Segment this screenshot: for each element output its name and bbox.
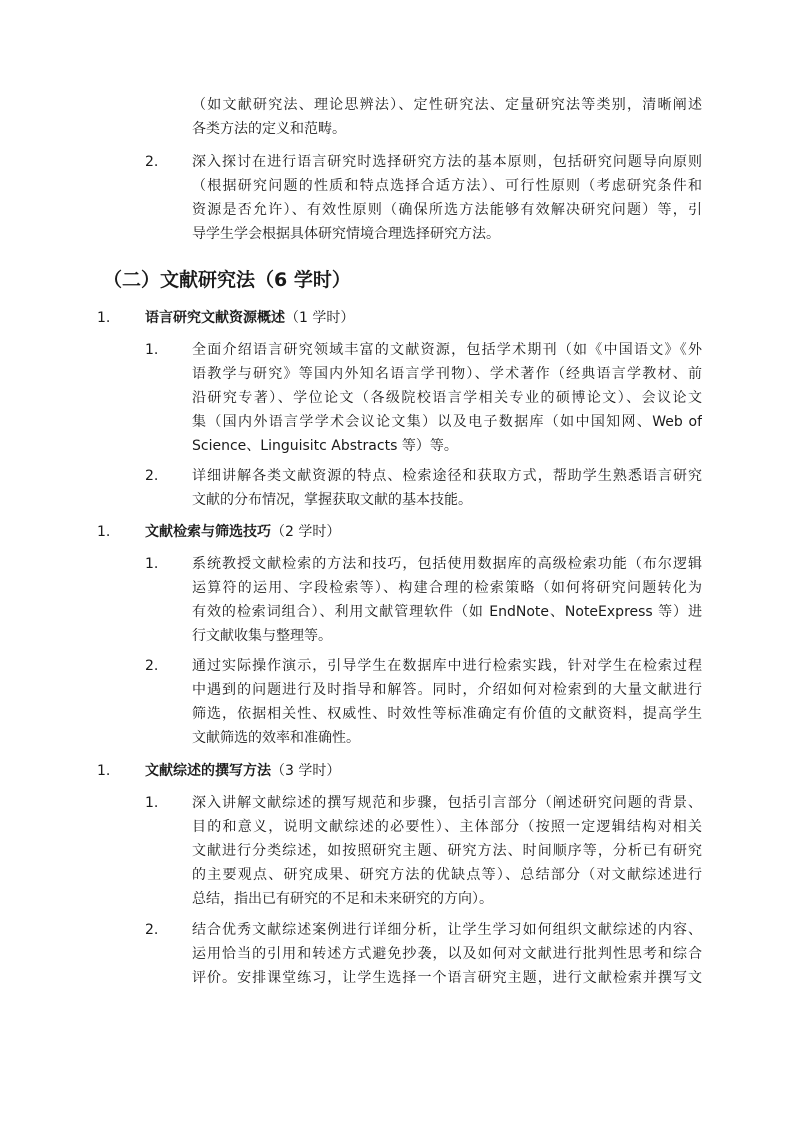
subsection-number: 1. [97,310,111,326]
text-line: 沿研究专著）、学位论文（各级院校语言学相关专业的硕博论文）、会议论文 [192,390,702,406]
subsection-title: 文献综述的撰写方法 [145,763,271,779]
subsection-number: 1. [97,763,111,779]
text-line: 导学生学会根据具体研究情境合理选择研究方法。 [192,226,500,242]
intro-item-2 [192,150,702,246]
subsection-title-row [145,759,340,783]
list-item [192,918,702,990]
text-line: 详细讲解各类文献资源的特点、检索途径和获取方式，帮助学生熟悉语言研究 [192,468,702,484]
text-line: 集（国内外语言学学术会议论文集）以及电子数据库（如中国知网、Web of [192,414,702,430]
list-number: 1. [145,556,159,572]
text-line: 运算符的运用、字段检索等）、构建合理的检索策略（如何将研究问题转化为 [192,580,702,596]
section-heading: （二）文献研究法（6 学时） [103,269,351,291]
text-line: 文献筛选的效率和准确性。 [192,730,360,746]
list-item [192,338,702,458]
text-line: 深入讲解文献综述的撰写规范和步骤，包括引言部分（阐述研究问题的背景、 [192,795,702,811]
list-item [192,464,702,512]
list-number: 2. [145,922,159,938]
list-number: 1. [145,342,159,358]
text-line: 各类方法的定义和范畴。 [192,121,346,137]
text-line: 全面介绍语言研究领域丰富的文献资源，包括学术期刊（如《中国语文》《外 [192,342,702,358]
text-line: 运用恰当的引用和转述方式避免抄袭，以及如何对文献进行批判性思考和综合 [192,946,702,962]
subsection-title: 语言研究文献资源概述 [145,310,285,326]
text-line: 总结，指出已有研究的不足和未来研究的方向）。 [192,891,493,907]
text-line: 目的和意义，说明文献综述的必要性）、主体部分（按照一定逻辑结构对相关 [192,819,702,835]
intro-paragraph [192,93,702,141]
text-line: 语教学与研究》等国内外知名语言学刊物）、学术著作（经典语言学教材、前 [192,366,702,382]
text-line: 文献进行分类综述，如按照研究主题、研究方法、时间顺序等，分析已有研究 [192,843,702,859]
subsection-hours: （3 学时） [271,763,341,779]
text-line: （如文献研究法、理论思辨法）、定性研究法、定量研究法等类别，清晰阐述 [192,97,702,113]
text-line: Science、Linguisitc Abstracts 等）等。 [192,438,458,454]
text-line: 深入探讨在进行语言研究时选择研究方法的基本原则，包括研究问题导向原则 [192,154,702,170]
list-item [192,654,702,750]
list-number: 2. [145,658,159,674]
subsection-hours: （2 学时） [271,524,341,540]
text-line: 筛选，依据相关性、权威性、时效性等标准确定有价值的文献资料，提高学生 [192,706,702,722]
subsection-number: 1. [97,524,111,540]
text-line: 通过实际操作演示，引导学生在数据库中进行检索实践，针对学生在检索过程 [192,658,702,674]
text-line: 行文献收集与整理等。 [192,628,332,644]
list-number: 2. [145,468,159,484]
list-item [192,791,702,911]
text-line: 评价。安排课堂练习，让学生选择一个语言研究主题，进行文献检索并撰写文 [192,970,702,986]
text-line: （根据研究问题的性质和特点选择合适方法）、可行性原则（考虑研究条件和 [192,178,702,194]
text-line: 系统教授文献检索的方法和技巧，包括使用数据库的高级检索功能（布尔逻辑 [192,556,702,572]
text-line: 有效的检索词组合）、利用文献管理软件（如 EndNote、NoteExpress 等）进 [192,604,702,620]
text-line: 结合优秀文献综述案例进行详细分析，让学生学习如何组织文献综述的内容、 [192,922,702,938]
text-line: 文献的分布情况，掌握获取文献的基本技能。 [192,492,472,508]
subsection-hours: （1 学时） [285,310,355,326]
subsection-title-row [145,520,340,544]
text-line: 中遇到的问题进行及时指导和解答。同时，介绍如何对检索到的大量文献进行 [192,682,702,698]
list-number: 2. [145,154,159,170]
subsection-title: 文献检索与筛选技巧 [145,524,271,540]
list-number: 1. [145,795,159,811]
subsection-title-row [145,306,354,330]
text-line: 资源是否允许）、有效性原则（确保所选方法能够有效解决研究问题）等，引 [192,202,702,218]
text-line: 的主要观点、研究成果、研究方法的优缺点等）、总结部分（对文献综述进行 [192,867,702,883]
list-item [192,552,702,648]
